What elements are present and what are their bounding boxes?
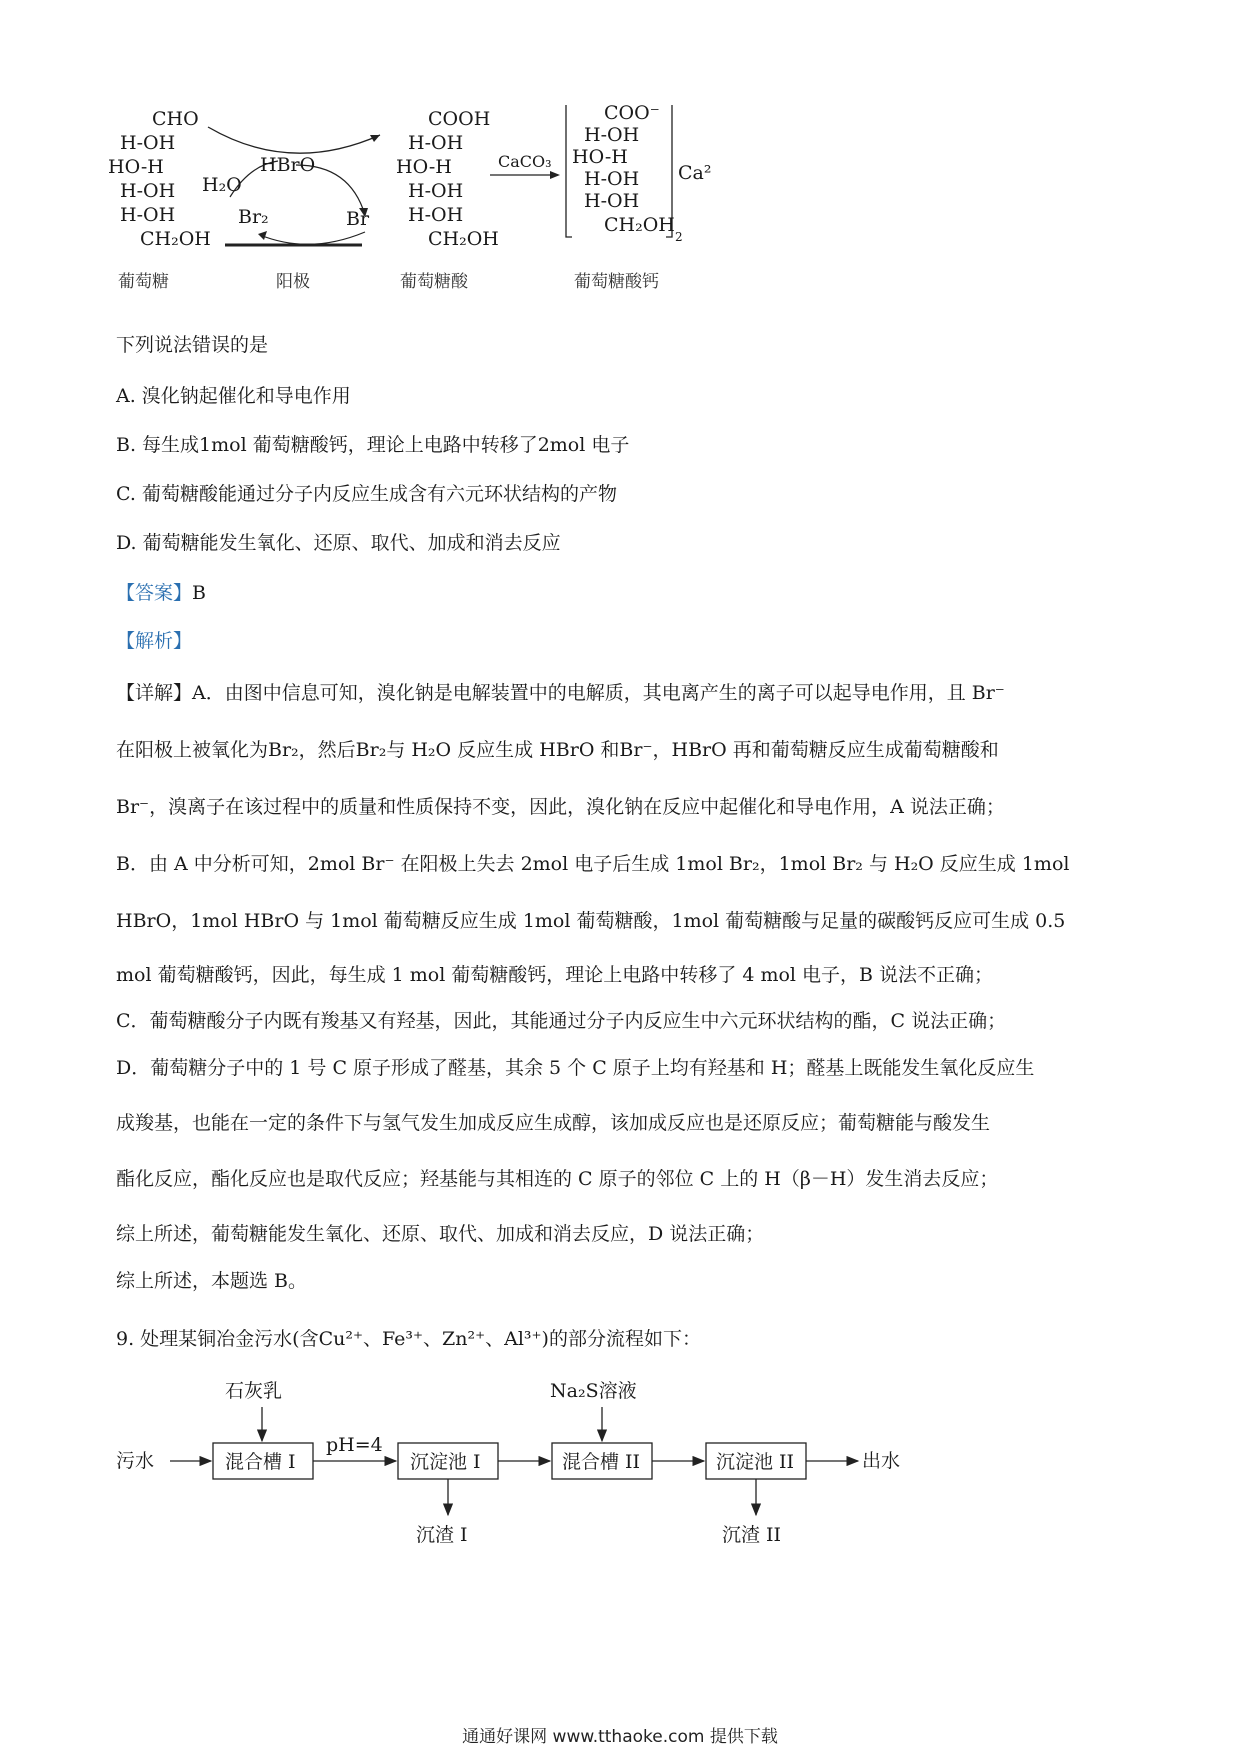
gluconic-row1: H-OH: [408, 132, 464, 154]
gluconic-top: COOH: [428, 108, 491, 130]
h2o-label: H₂O: [202, 174, 242, 196]
reagent1-label: 石灰乳: [225, 1380, 283, 1402]
question-stem: 下列说法错误的是: [116, 334, 269, 356]
detail-line: Br⁻，溴离子在该过程中的质量和性质保持不变，因此，溴化钠在反应中起催化和导电作用，A 说法正确；: [116, 796, 1005, 818]
box4-label: 沉淀池 II: [716, 1451, 795, 1473]
salt-row1: H-OH: [584, 124, 640, 146]
salt-subscript: 2: [675, 230, 683, 244]
question-9-stem: 9. 处理某铜冶金污水(含Cu²⁺、Fe³⁺、Zn²⁺、Al³⁺)的部分流程如下：: [116, 1328, 701, 1350]
box3-label: 混合槽 II: [562, 1451, 641, 1473]
detail-line: B．由 A 中分析可知，2mol Br⁻ 在阳极上失去 2mol 电子后生成 1mol Br₂，1mol Br₂ 与 H₂O 反应生成 1mol: [116, 853, 1070, 875]
salt-row2: HO-H: [572, 146, 628, 168]
detail-line: 综上所述，葡萄糖能发生氧化、还原、取代、加成和消去反应，D 说法正确；: [116, 1223, 765, 1245]
glucose-top: CHO: [152, 108, 199, 130]
reagent2-label: Na₂S溶液: [550, 1380, 637, 1402]
detail-line: 综上所述，本题选 B。: [116, 1270, 308, 1292]
glucose-structure: [108, 108, 211, 292]
detail-line: 在阳极上被氧化为Br₂，然后Br₂与 H₂O 反应生成 HBrO 和Br⁻，HBrO 再和葡萄糖反应生成葡萄糖酸和: [116, 739, 999, 761]
reaction-scheme: [100, 105, 820, 305]
detail-line: 成羧基，也能在一定的条件下与氢气发生加成反应生成醇，该加成反应也是还原反应；葡萄糖能与酸发生: [116, 1112, 991, 1134]
option-a: A. 溴化钠起催化和导电作用: [116, 385, 351, 407]
br2-label: Br₂: [238, 206, 269, 228]
br-label: Br: [346, 208, 370, 230]
analysis-label: 【解析】: [116, 630, 193, 652]
process-flow-diagram: [110, 1375, 930, 1555]
glucose-bottom: CH₂OH: [140, 228, 211, 250]
reaction-arrow: [490, 152, 560, 179]
answer-label: 【答案】: [116, 582, 193, 604]
salt-top: COO⁻: [604, 105, 660, 124]
gluconic-row4: H-OH: [408, 204, 464, 226]
residue2-label: 沉渣 II: [722, 1524, 782, 1546]
glucose-caption: 葡萄糖: [118, 272, 169, 292]
gluconic-acid-structure: [396, 108, 499, 292]
answer-line: [116, 580, 206, 606]
option-b: B. 每生成1mol 葡萄糖酸钙，理论上电路中转移了2mol 电子: [116, 434, 630, 456]
glucose-row3: H-OH: [120, 180, 176, 202]
detail-line: D．葡萄糖分子中的 1 号 C 原子形成了醛基，其余 5 个 C 原子上均有羟基和 H；醛基上既能发生氧化反应生: [116, 1057, 1035, 1079]
gluconic-caption: 葡萄糖酸: [400, 272, 468, 292]
calcium-gluconate-structure: [566, 105, 711, 292]
option-d: D. 葡萄糖能发生氧化、还原、取代、加成和消去反应: [116, 532, 561, 554]
detail-line: 【详解】A．由图中信息可知，溴化钠是电解装置中的电解质，其电离产生的离子可以起导电作用，且 Br⁻: [116, 682, 1005, 704]
gluconic-bottom: CH₂OH: [428, 228, 499, 250]
hbro-label: HBrO: [260, 154, 316, 176]
anode-cycle: [202, 127, 380, 292]
box1-label: 混合槽 I: [225, 1451, 296, 1473]
anode-caption: 阳极: [276, 272, 310, 292]
detail-line: HBrO，1mol HBrO 与 1mol 葡萄糖反应生成 1mol 葡萄糖酸，1mol 葡萄糖酸与足量的碳酸钙反应可生成 0.5: [116, 910, 1066, 932]
residue1-label: 沉渣 I: [416, 1524, 468, 1546]
gluconic-row2: HO-H: [396, 156, 452, 178]
detail-line: mol 葡萄糖酸钙，因此，每生成 1 mol 葡萄糖酸钙，理论上电路中转移了 4 mol 电子，B 说法不正确；: [116, 964, 994, 986]
detail-line: 酯化反应，酯化反应也是取代反应；羟基能与其相连的 C 原子的邻位 C 上的 H（β－H）发生消去反应；: [116, 1168, 999, 1190]
condition-label: pH=4: [326, 1434, 383, 1456]
salt-row4: H-OH: [584, 190, 640, 212]
answer-value: B: [192, 582, 206, 604]
salt-row3: H-OH: [584, 168, 640, 190]
reagent-label: CaCO₃: [498, 152, 552, 171]
gluconic-row3: H-OH: [408, 180, 464, 202]
glucose-row2: HO-H: [108, 156, 164, 178]
glucose-row4: H-OH: [120, 204, 176, 226]
box2-label: 沉淀池 I: [410, 1451, 481, 1473]
flow-output: 出水: [862, 1450, 901, 1472]
salt-caption: 葡萄糖酸钙: [574, 272, 659, 292]
detail-line: C．葡萄糖酸分子内既有羧基又有羟基，因此，其能通过分子内反应生中六元环状结构的酯，C 说法正确；: [116, 1010, 1007, 1032]
flow-input: 污水: [116, 1450, 155, 1472]
calcium-ion-label: Ca²: [678, 162, 712, 184]
salt-bottom: CH₂OH: [604, 214, 675, 236]
page-footer: 通通好课网 www.tthaoke.com 提供下载: [462, 1727, 778, 1747]
glucose-row1: H-OH: [120, 132, 176, 154]
option-c: C. 葡萄糖酸能通过分子内反应生成含有六元环状结构的产物: [116, 483, 617, 505]
